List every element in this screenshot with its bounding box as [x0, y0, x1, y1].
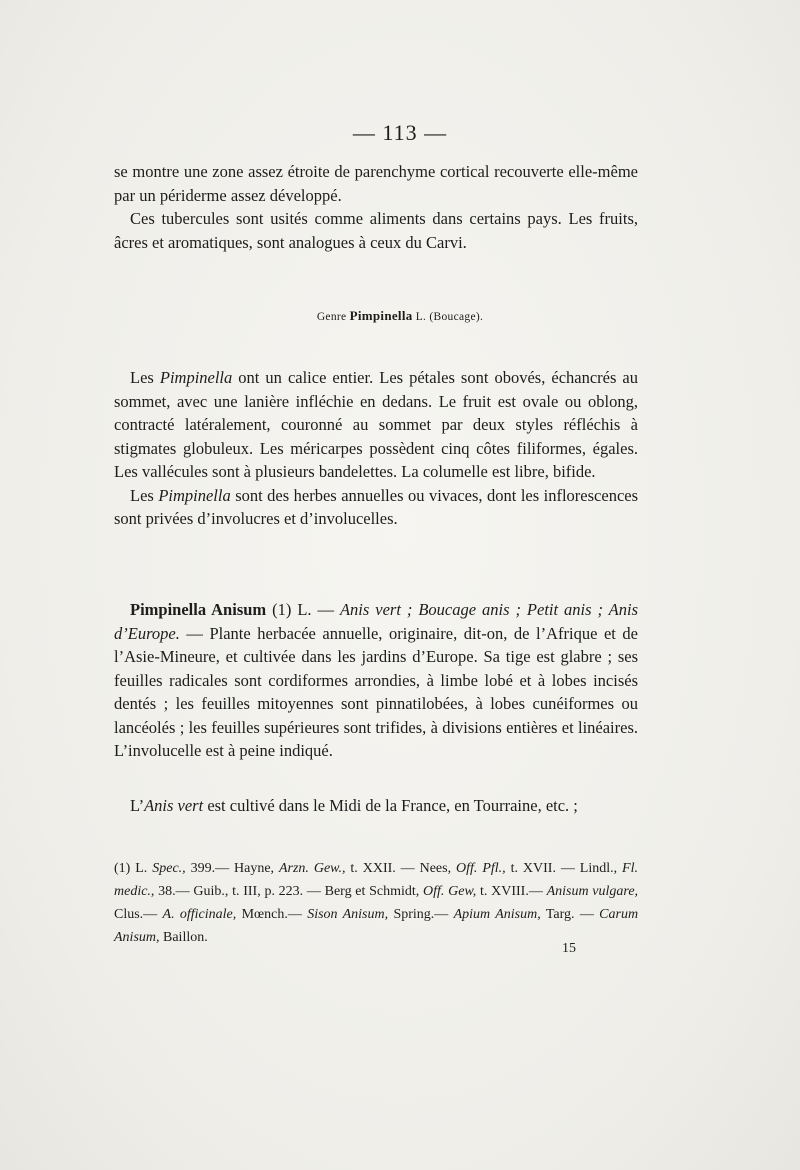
- fn-text: 399.— Hayne,: [190, 861, 275, 876]
- fn-ref: Spec.,: [152, 861, 186, 876]
- genus-description: [114, 366, 638, 531]
- fn-ref: A. officinale,: [162, 907, 237, 922]
- signature-mark: 15: [562, 941, 576, 956]
- fn-ref: Carum Anisum,: [114, 907, 639, 945]
- fn-ref: Off. Pfl.,: [456, 861, 506, 876]
- fn-text: t. XXII. — Nees,: [350, 861, 452, 876]
- species-ref: (1) L. —: [272, 600, 334, 619]
- genus-p2-italic: Pimpinella: [158, 485, 231, 505]
- fn-ref: Anisum vulgare,: [546, 884, 639, 899]
- fn-ref: Off. Gew,: [423, 884, 477, 899]
- fn-text: Mœnch.—: [241, 907, 302, 922]
- culture-lead: L’: [130, 796, 145, 815]
- culture-text: est cultivé dans le Midi de la France, en Tourraine, etc. ;: [207, 796, 578, 815]
- fn-text: Baillon.: [163, 930, 208, 945]
- fn-ref: Apium Anisum,: [453, 907, 541, 922]
- culture-block: [114, 794, 638, 818]
- fn-text: Targ. —: [545, 907, 594, 922]
- fn-text: 38.— Guib., t. III, p. 223. — Berg et Schmidt,: [158, 884, 420, 899]
- species-common-names: Anis vert ; Boucage anis ; Petit anis ; Anis d’Europe.: [114, 600, 639, 643]
- intro-paragraph-2: Ces tubercules sont usités comme aliments dans certains pays. Les fruits, âcres et aromatiques, sont analogues à ceux du Carvi.: [114, 209, 638, 252]
- genre-heading: [0, 308, 800, 324]
- intro-paragraph-1: se montre une zone assez étroite de parenchyme cortical recouverte elle-même par un périderme assez développé.: [114, 162, 638, 205]
- fn-ref: Arzn. Gew.,: [278, 861, 346, 876]
- genus-paragraph-1: [114, 366, 638, 484]
- genre-prefix: Genre: [316, 311, 347, 323]
- culture-paragraph: [114, 794, 638, 818]
- species-paragraph: [114, 598, 638, 763]
- fn-ref: Fl. medic.,: [114, 861, 638, 899]
- genus-paragraph-2: [114, 484, 638, 531]
- genre-suffix: L. (Boucage).: [415, 311, 484, 323]
- fn-text: Spring.—: [393, 907, 449, 922]
- intro-block: [114, 160, 638, 254]
- genus-p2-lead: Les: [130, 485, 154, 505]
- genus-p1-italic: Pimpinella: [159, 368, 233, 387]
- footnote: [114, 857, 638, 949]
- fn-ref: Sison Anisum,: [307, 907, 389, 922]
- species-name: Pimpinella Anisum: [130, 600, 267, 619]
- fn-text: t. XVII. — Lindl.,: [510, 861, 618, 876]
- culture-italic: Anis vert: [144, 796, 204, 815]
- genus-p1-text: ont un calice entier. Les pétales sont obovés, échancrés au sommet, avec une lanière infléchie en dedans. Le fruit est ovale ou oblong, contracté latéralement, couronné au sommet par deux styles réfléchis à stigmates globuleux. Les méricarpes possèdent cinq côtes filiformes, égales. Les vallécules sont à plusieurs bandelettes. La columelle est libre, bifide.: [114, 368, 639, 481]
- genus-p1-lead: Les: [130, 368, 154, 387]
- fn-text: (1) L.: [114, 861, 148, 876]
- fn-text: t. XVIII.—: [480, 884, 543, 899]
- page-number: — 113 —: [352, 120, 448, 145]
- fn-text: Clus.—: [114, 907, 158, 922]
- species-entry: [114, 598, 638, 763]
- genus-p2-text: sont des herbes annuelles ou vivaces, dont les inflorescences sont privées d’involucres et d’involucelles.: [114, 485, 639, 528]
- species-description: — Plante herbacée annuelle, originaire, dit-on, de l’Afrique et de l’Asie-Mineure, et cultivée dans les jardins d’Europe. Sa tige est glabre ; ses feuilles radicales sont cordiformes arrondies, à limbe lobé et à lobes incisés dentés ; les feuilles mitoyennes sont pinnatilobées, à lobes cunéiformes ou lancéolés ; les feuilles supérieures sont trifides, à divisions entières et linéaires. L’involucelle est à peine indiqué.: [114, 623, 639, 760]
- genre-name: Pimpinella: [349, 308, 413, 323]
